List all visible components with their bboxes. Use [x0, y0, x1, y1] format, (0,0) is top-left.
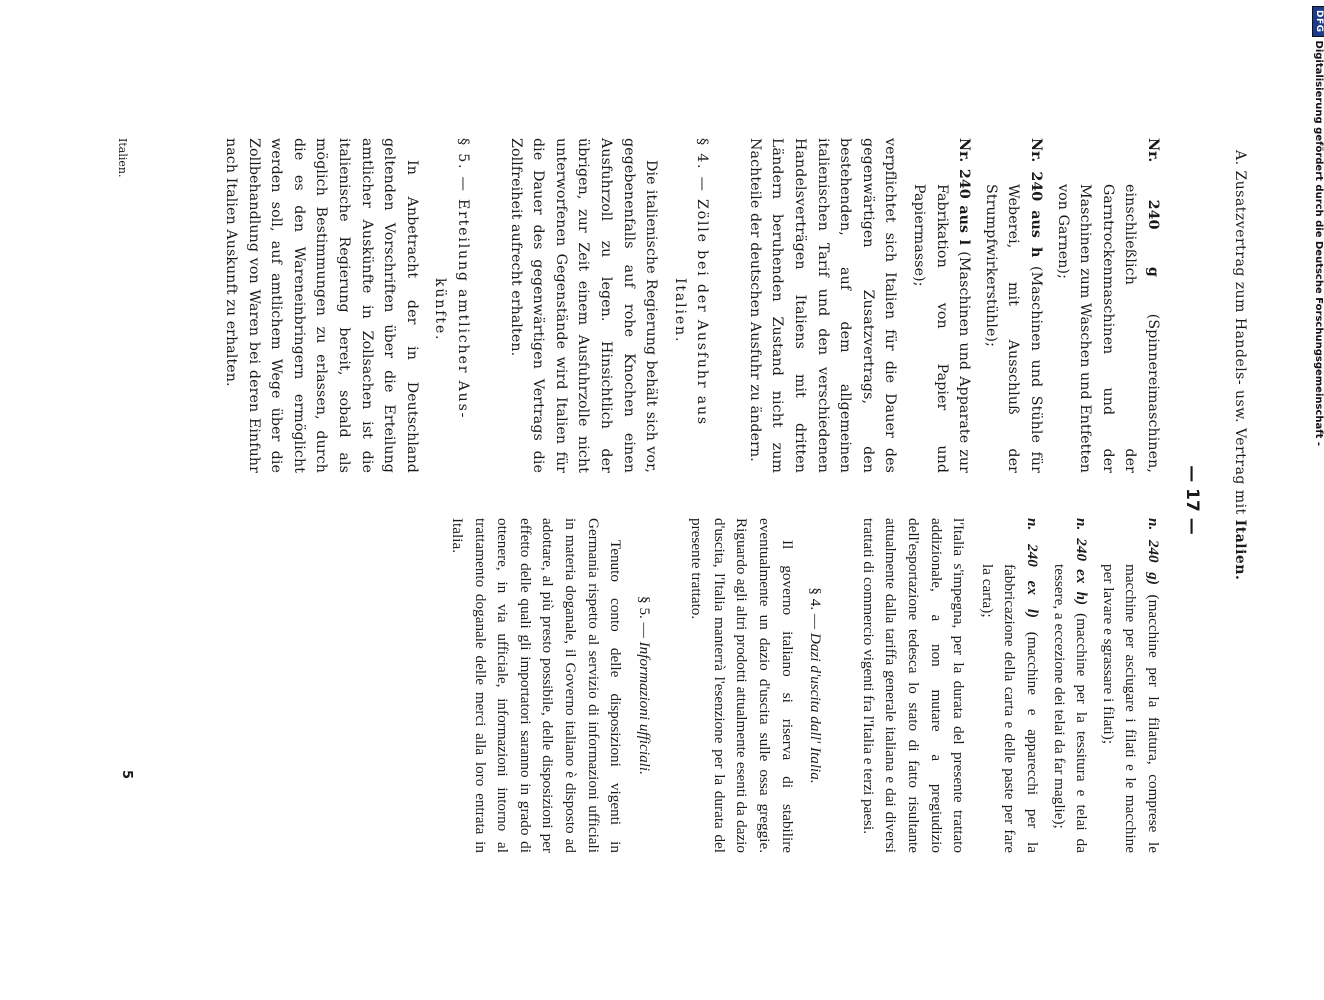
italian-section-4-heading: [804, 518, 827, 853]
italian-item-number: n. 240 ex l): [1024, 518, 1042, 618]
italian-column: [445, 518, 1164, 853]
footer-sheet-number: 5: [119, 770, 134, 780]
german-item-text: (Maschinen und Stühle für Weberei, mit Ausschluß der Strumpfwirkerstühle);: [982, 184, 1045, 474]
italian-item-text: (macchine per la filatura, comprese le macchine per asciugare i filati e le macchine per lavare e sgrassare i filati);: [1099, 564, 1162, 853]
italian-item: [1047, 518, 1092, 853]
page-number: — 17 —: [1182, 465, 1202, 535]
italian-section-5-text: Tenuto conto delle disposizioni vigenti in Germania rispetto al servizio di informazioni ufficiali in materia doganale, il Governo italiano è disposto ad adottare, al più presto possibile, delle disposizioni per effetto delle quali gli importatori saranno in grado di ottenere, in via ufficiale, informazioni intorno al trattamento doganale delle merci alla loro entrata in Italia.: [448, 518, 625, 853]
italian-section-4-text: Il governo italiano si riserva di stabilire eventualmente un dazio d'uscita sulle ossa greggie. Riguardo agli altri prodotti attualmente esenti da dazio d'uscita, l'Italia manterrà l'esenzione per la durata del presente trattato.: [688, 518, 796, 853]
german-section-4-heading-line2: Italien.: [671, 278, 688, 344]
german-item-text: (Spinnereimaschinen, einschließlich der Garntrockenmaschinen und der Maschinen zum Waschen und Entfetten von Garnen);: [1054, 184, 1161, 474]
footer-signature-mark: Italien.: [116, 138, 129, 178]
credit-text: Digitalisierung gefördert durch die Deutsche Forschungsgemeinschaft -: [1313, 40, 1324, 447]
german-section-5-heading: [429, 138, 474, 473]
german-item-number: Nr. 240 g: [1145, 138, 1161, 277]
running-head-prefix: A. Zusatzvertrag zum Handels- usw. Vertrag mit: [1232, 150, 1248, 520]
german-section-5-heading-line1: § 5. — Erteilung amtlicher Aus-: [454, 138, 471, 420]
running-head-country: Italien.: [1232, 519, 1248, 581]
digitisation-credit: [1310, 6, 1324, 447]
italian-item: [975, 518, 1043, 853]
german-section-5-text: In Anbetracht der in Deutschland geltenden Vorschriften über die Erteilung amtlicher Auskünfte in Zollsachen ist die italienische Regierung bereit, sobald als möglich Bestimmungen zu erlassen, durch die es den Wareneinbringern ermöglicht werden soll, auf amtlichem Wege über die Zollbehandlung von Waren bei deren Einfuhr nach Italien Auskunft zu erhalten.: [223, 138, 420, 473]
italian-item-number: n. 240 g): [1145, 518, 1162, 585]
running-head: [1232, 150, 1248, 850]
german-paragraph: verpflichtet sich Italien für die Dauer des gegenwärtigen Zusatzvertrags, den bestehenden, auf dem allgemeinen italienischen Tarif und den verschiedenen Handelsverträgen Italiens mit dritten Ländern beruhenden Zustand nicht zum Nachteile der deutschen Ausfuhr zu ändern.: [746, 138, 899, 473]
italian-item-text: (macchine e apparecchi per la fabbricazione della carta e delle paste per fare la carta);: [978, 564, 1042, 853]
italian-item: [1096, 518, 1164, 853]
italian-item-text: (macchine per la tessitura e telai da tessere, a eccezione dei telai da far maglie);: [1050, 564, 1091, 853]
italian-section-4-number: § 4. —: [807, 587, 825, 633]
german-section-5-heading-line2: künfte.: [432, 278, 449, 342]
german-section-4-heading: [668, 138, 713, 473]
german-item: [907, 138, 975, 473]
italian-section-4-title: Dazi d'uscita dall' Italia.: [807, 632, 825, 784]
dfg-logo: DFG: [1312, 6, 1324, 37]
german-section-4-text: Die italienische Regierung behält sich vor, gegebenenfalls auf rohe Knochen einen Ausfuhrzoll zu legen. Hinsichtlich der übrigen, zur Zeit einem Ausfuhrzolle nicht unterworfenen Gegenstände wird Italien für die Dauer des gegenwärtigen Vertrags die Zollfreiheit aufrecht erhalten.: [507, 138, 660, 473]
german-item-number: Nr. 240 aus h: [1028, 138, 1045, 258]
italian-item-number: n. 240 ex h): [1073, 518, 1091, 606]
italian-section-5-title: Informazioni ufficiali.: [635, 641, 653, 775]
italian-section-5-heading: [632, 518, 655, 853]
german-section-4-heading-line1: § 4. — Zölle bei der Ausfuhr aus: [694, 138, 711, 426]
german-item-text: (Maschinen und Apparate zur Fabrikation von Papier und Papiermasse);: [911, 184, 973, 473]
italian-section-5-number: § 5. —: [635, 596, 653, 642]
german-item: [979, 138, 1047, 473]
german-item-number: Nr. 240 aus l: [956, 138, 973, 246]
italian-paragraph: l'Italia s'impegna, per la durata del presente trattato addizionale, a non mutare a pregiudizio dell'esportazione tedesca lo stato di fatto risultante attualmente dalla tariffa generale italiana e dai diversi trattati di commercio vigenti fra l'Italia e terzi paesi.: [859, 518, 968, 853]
german-item: [1051, 138, 1164, 473]
german-column: [219, 138, 1164, 473]
